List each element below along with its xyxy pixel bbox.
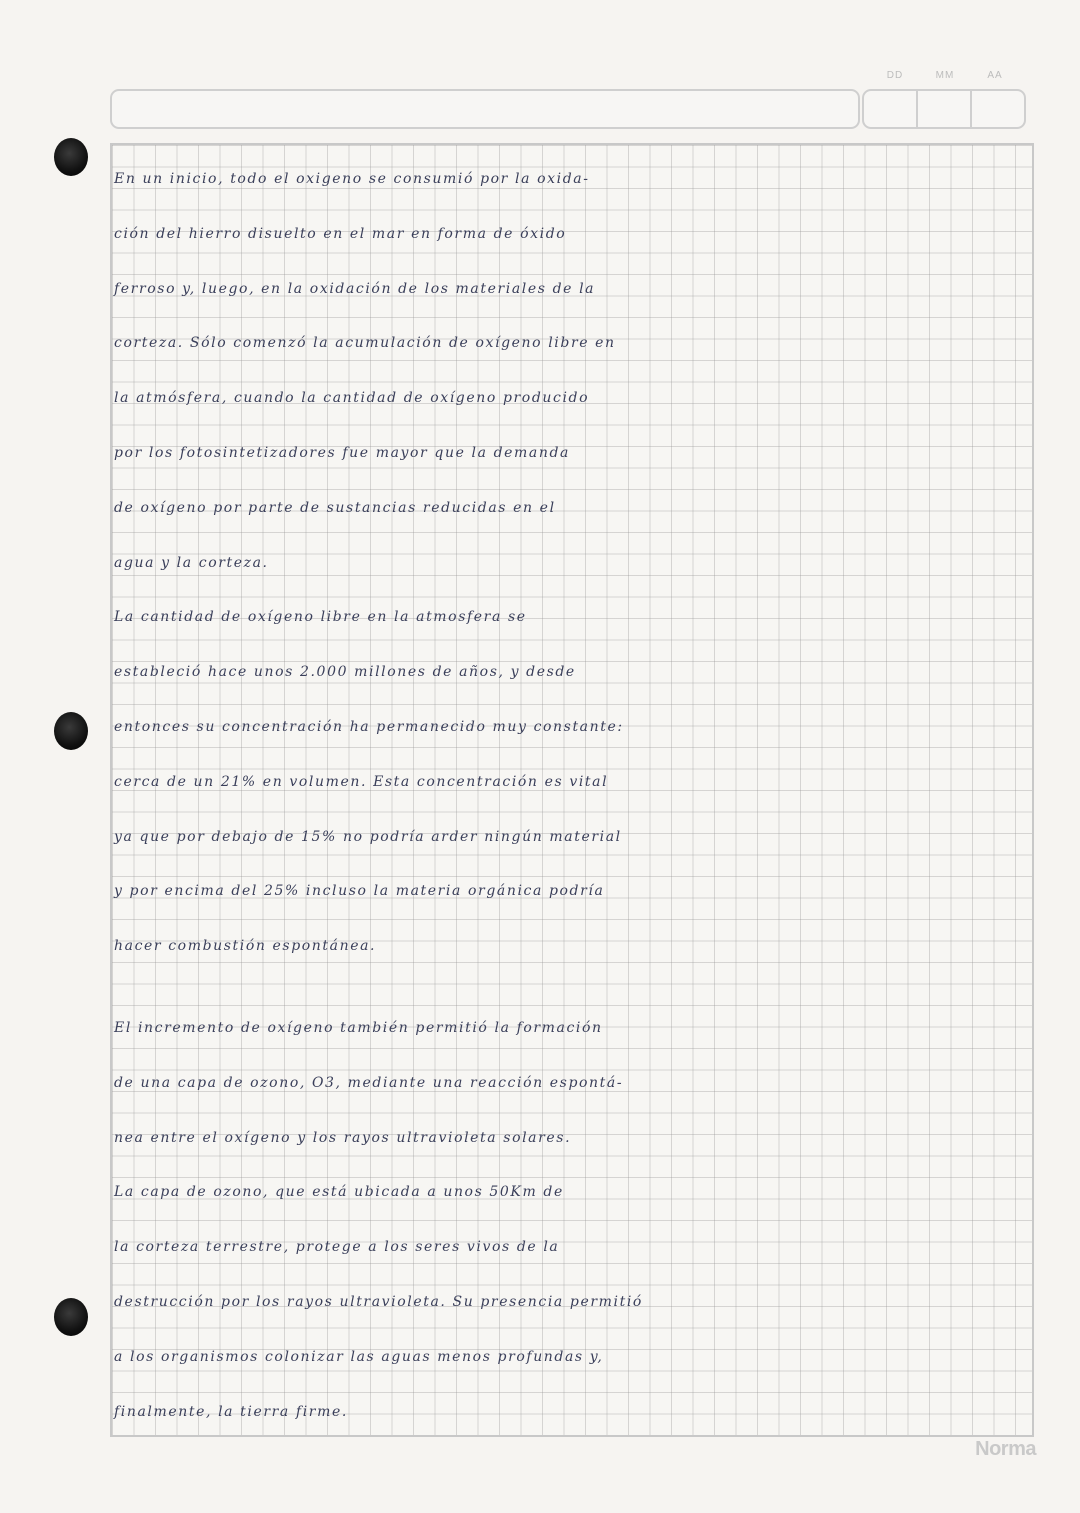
paragraph-2 (114, 590, 1026, 974)
text-line: cerca de un 21% en volumen. Esta concentración es vital (114, 773, 609, 790)
punch-hole (54, 1298, 88, 1336)
text-line: la corteza terrestre, protege a los seres vivos de la (114, 1239, 560, 1256)
date-label-day: DD (886, 70, 904, 81)
text-line: a los organismos colonizar las aguas menos profundas y, (114, 1348, 604, 1365)
text-line: destrucción por los rayos ultravioleta. Su presencia permitió (114, 1293, 643, 1310)
paragraph-gap (114, 974, 1026, 1001)
punch-hole (54, 138, 88, 176)
text-line: agua y la corteza. (114, 554, 269, 571)
text-line: ya que por debajo de 15% no podría arder ningún material (114, 828, 622, 845)
text-line: entonces su concentración ha permanecido muy constante: (114, 718, 624, 735)
text-line: corteza. Sólo comenzó la acumulación de oxígeno libre en (114, 335, 616, 352)
punch-hole (54, 712, 88, 750)
text-line: y por encima del 25% incluso la materia orgánica podría (114, 883, 605, 900)
text-line: ción del hierro disuelto en el mar en forma de óxido (114, 225, 567, 242)
text-line: la atmósfera, cuando la cantidad de oxígeno producido (114, 390, 590, 407)
handwritten-text (114, 152, 1026, 1439)
paragraph-3 (114, 1001, 1026, 1439)
text-line: de una capa de ozono, O3, mediante una reacción espontá- (114, 1074, 624, 1091)
text-line: estableció hace unos 2.000 millones de años, y desde (114, 664, 576, 681)
paragraph-1 (114, 152, 1026, 590)
text-line: La capa de ozono, que está ubicada a unos 50Km de (114, 1184, 564, 1201)
text-line: La cantidad de oxígeno libre en la atmosfera se (114, 609, 527, 626)
text-line: finalmente, la tierra firme. (114, 1403, 348, 1420)
text-line: nea entre el oxígeno y los rayos ultravioleta solares. (114, 1129, 572, 1146)
date-box (862, 89, 1026, 129)
text-line: por los fotosintetizadores fue mayor que la demanda (114, 444, 570, 461)
text-line: de oxígeno por parte de sustancias reducidas en el (114, 499, 556, 516)
title-box (110, 89, 860, 129)
text-line: En un inicio, todo el oxigeno se consumió por la oxida- (114, 171, 590, 187)
text-line: El incremento de oxígeno también permitió la formación (114, 1019, 603, 1036)
date-label-year: AA (987, 70, 1003, 81)
date-label-month: MM (935, 70, 955, 81)
text-line: hacer combustión espontánea. (114, 938, 377, 955)
date-labels (870, 70, 1020, 81)
brand-logo: Norma (975, 1438, 1036, 1460)
text-line: ferroso y, luego, en la oxidación de los materiales de la (114, 280, 596, 297)
